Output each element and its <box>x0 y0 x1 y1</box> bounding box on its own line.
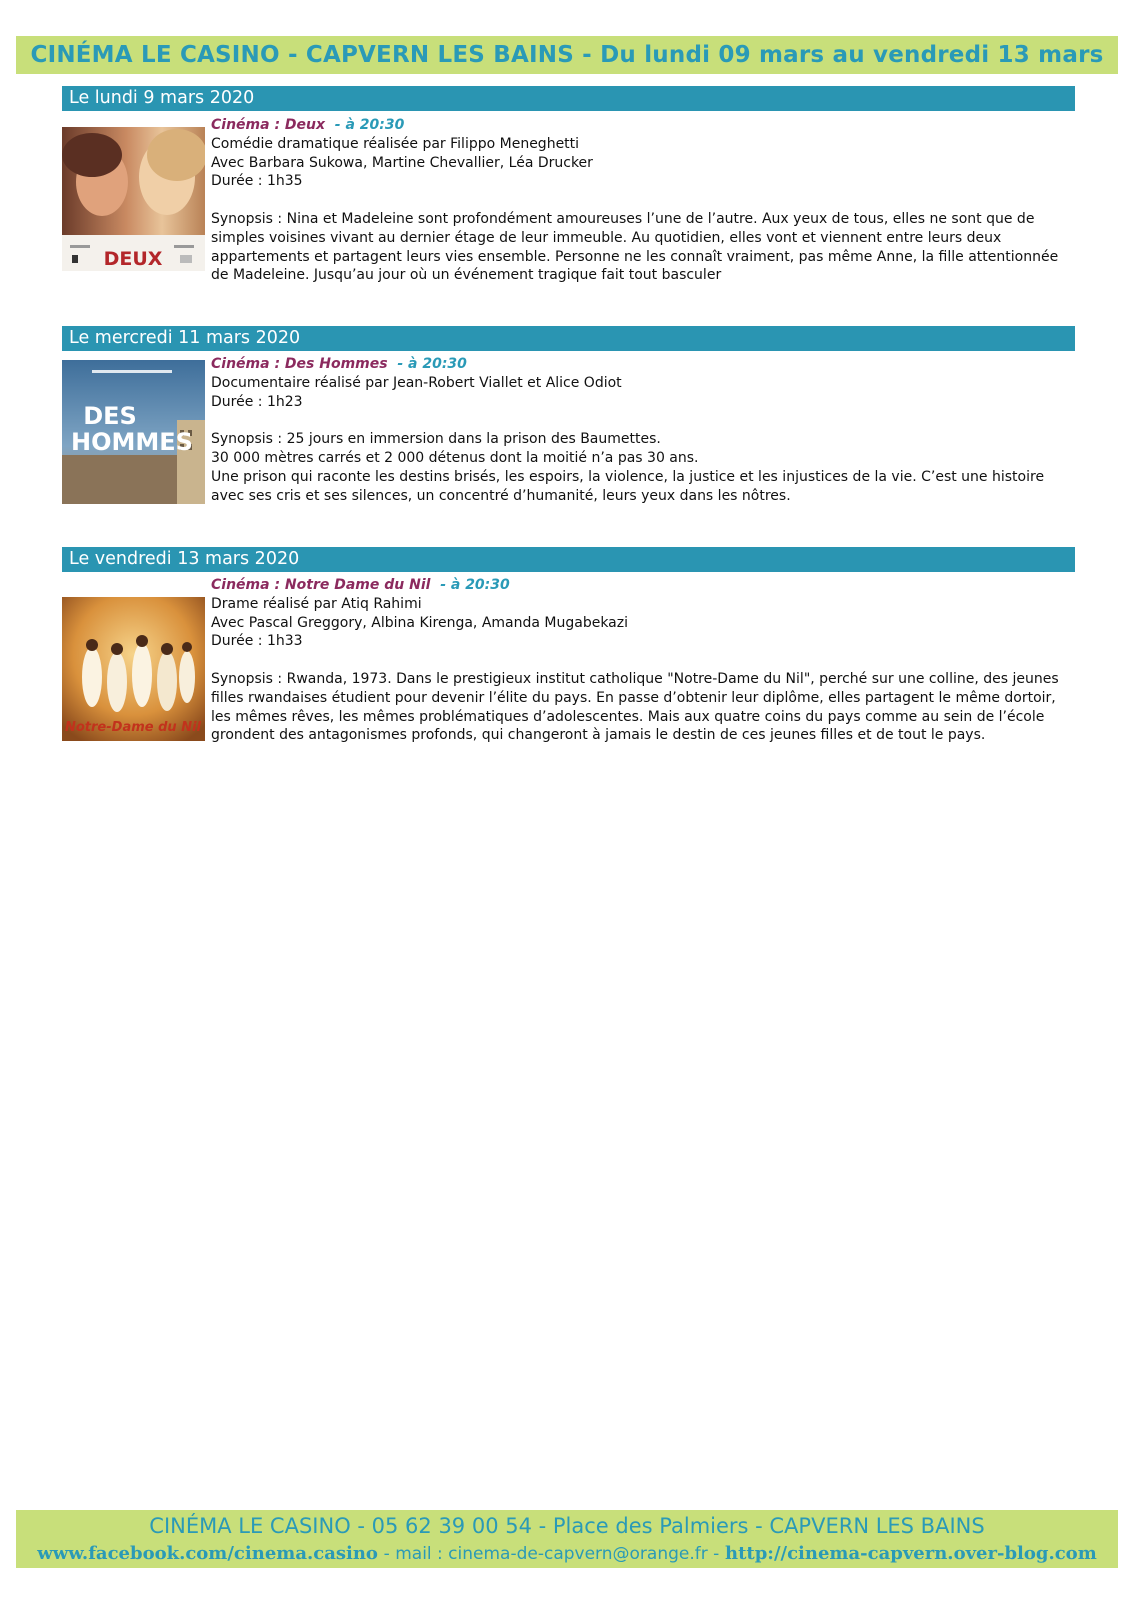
poster-deux <box>62 127 205 271</box>
film-heading <box>211 116 1075 135</box>
film-duration: Durée : 1h23 <box>211 393 303 410</box>
film-cast: Avec Barbara Sukowa, Martine Chevallier, Léa Drucker <box>211 154 593 171</box>
poster-des-hommes-title-2: HOMMES <box>71 428 193 456</box>
film-synopsis-line: Une prison qui raconte les destins brisés, les espoirs, la violence, la justice et les injustices de la vie. C’est une histoire avec ses cris et ses silences, un concentré d’humanité, leurs yeux dans les nôtres. <box>211 468 1045 504</box>
film-heading <box>211 355 1075 374</box>
film-genre-director: Comédie dramatique réalisée par Filippo Meneghetti <box>211 135 580 152</box>
film-title: : Deux <box>274 117 326 133</box>
poster-notre-dame-du-nil <box>62 597 205 741</box>
day-header-wednesday: Le mercredi 11 mars 2020 <box>62 326 1075 351</box>
film-block-deux <box>211 116 1075 285</box>
footer-banner <box>16 1510 1118 1568</box>
film-cast: Avec Pascal Greggory, Albina Kirenga, Amanda Mugabekazi <box>211 614 628 631</box>
day-header-monday: Le lundi 9 mars 2020 <box>62 86 1075 111</box>
footer-links <box>16 1543 1118 1564</box>
film-genre-director: Drame réalisé par Atiq Rahimi <box>211 595 422 612</box>
cinema-label: Cinéma <box>211 356 270 372</box>
film-block-notre-dame-du-nil <box>211 576 1075 745</box>
film-time: - à 20:30 <box>334 117 405 133</box>
cinema-label: Cinéma <box>211 577 270 593</box>
poster-notre-dame-du-nil-title: Notre-Dame du Nil <box>65 720 201 735</box>
film-synopsis-line: Synopsis : 25 jours en immersion dans la prison des Baumettes. <box>211 431 661 448</box>
film-heading <box>211 576 1075 595</box>
poster-des-hommes-title-1: DES <box>83 402 137 430</box>
poster-deux-image <box>62 127 205 271</box>
film-block-des-hommes <box>211 355 1075 505</box>
poster-des-hommes <box>62 360 205 504</box>
poster-des-hommes-image <box>62 360 205 504</box>
film-duration: Durée : 1h33 <box>211 633 303 650</box>
film-synopsis-line: 30 000 mètres carrés et 2 000 détenus dont la moitié n’a pas 30 ans. <box>211 449 699 466</box>
cinema-label: Cinéma <box>211 117 270 133</box>
film-synopsis: Synopsis : Rwanda, 1973. Dans le prestigieux institut catholique "Notre-Dame du Nil", perché sur une colline, des jeunes filles rwandaises étudient pour devenir l’élite du pays. En passe d’obtenir leur diplôme, elles partagent le même dortoir, les mêmes rêves, les mêmes problématiques d’adolescentes. Mais aux quatre coins du pays comme au sein de l’école grondent des antagonismes profonds, qui changeront à jamais le destin de ces jeunes filles et de tout le pays. <box>211 670 1059 744</box>
facebook-link[interactable]: www.facebook.com/cinema.casino <box>37 1543 378 1564</box>
film-time: - à 20:30 <box>440 577 510 593</box>
poster-deux-title: DEUX <box>103 248 163 270</box>
film-duration: Durée : 1h35 <box>211 173 303 190</box>
top-banner <box>16 36 1118 74</box>
film-time: - à 20:30 <box>397 356 467 372</box>
footer-contact: CINÉMA LE CASINO - 05 62 39 00 54 - Place des Palmiers - CAPVERN LES BAINS <box>149 1514 985 1538</box>
film-title: : Notre Dame du Nil <box>274 577 431 593</box>
film-title: : Des Hommes <box>274 356 388 372</box>
blog-link[interactable]: http://cinema-capvern.over-blog.com <box>725 1543 1097 1564</box>
mail-link[interactable]: - mail : cinema-de-capvern@orange.fr - <box>383 1544 720 1564</box>
film-synopsis: Synopsis : Nina et Madeleine sont profondément amoureuses l’une de l’autre. Aux yeux de tous, elles ne sont que de simples voisines vivant au dernier étage de leur immeuble. Au quotidien, elles vont et viennent entre leurs deux appartements et partagent leurs vies ensemble. Personne ne les connaît vraiment, pas même Anne, la fille attentionnée de Madeleine. Jusqu’au jour où un événement tragique fait tout basculer <box>211 210 1059 284</box>
page-title: CINÉMA LE CASINO - CAPVERN LES BAINS - Du lundi 09 mars au vendredi 13 mars <box>30 42 1104 68</box>
poster-notre-dame-du-nil-image <box>62 597 205 741</box>
film-genre-director: Documentaire réalisé par Jean-Robert Viallet et Alice Odiot <box>211 374 622 391</box>
day-header-friday: Le vendredi 13 mars 2020 <box>62 547 1075 572</box>
